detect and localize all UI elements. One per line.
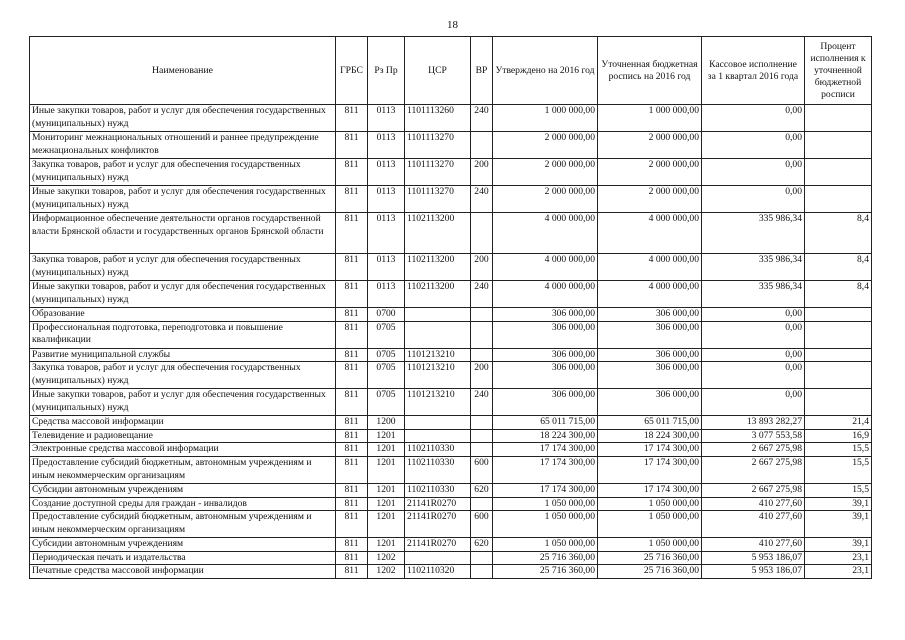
cell-refined: 306 000,00: [598, 362, 702, 389]
cell-csr: 1102110330: [405, 456, 471, 483]
cell-name: Иные закупки товаров, работ и услуг для обеспечения государственных (муниципальных) нужд: [30, 186, 336, 213]
cell-approved: 306 000,00: [493, 389, 598, 416]
cell-grbs: 811: [336, 213, 368, 254]
cell-approved: 25 716 360,00: [493, 565, 598, 579]
cell-refined: 17 174 300,00: [598, 456, 702, 483]
cell-name: Телевидение и радиовещание: [30, 429, 336, 443]
cell-rz-pr: 0705: [368, 389, 405, 416]
table-row: [30, 565, 872, 579]
table-row: [30, 497, 872, 511]
cell-rz-pr: 0705: [368, 362, 405, 389]
cell-csr: [405, 416, 471, 430]
cell-csr: 1102110330: [405, 443, 471, 457]
cell-rz-pr: 1201: [368, 483, 405, 497]
cell-name: Образование: [30, 308, 336, 322]
cell-percent: 23,1: [805, 551, 872, 565]
table-row: [30, 483, 872, 497]
budget-table: [29, 36, 872, 579]
table-row: [30, 308, 872, 322]
cell-csr: 21141R0270: [405, 511, 471, 538]
cell-percent: 8,4: [805, 254, 872, 281]
cell-vr: 200: [471, 159, 493, 186]
header-grbs: ГРБС: [336, 37, 368, 105]
cell-refined: 306 000,00: [598, 348, 702, 362]
cell-approved: 4 000 000,00: [493, 213, 598, 254]
cell-rz-pr: 0113: [368, 159, 405, 186]
cell-refined: 4 000 000,00: [598, 213, 702, 254]
cell-vr: [471, 132, 493, 159]
cell-cash: 2 667 275,98: [702, 483, 805, 497]
cell-name: Субсидии автономным учреждениям: [30, 538, 336, 552]
cell-name: Предоставление субсидий бюджетным, автономным учреждениям и иным некоммерческим организациям: [30, 511, 336, 538]
cell-percent: 8,4: [805, 213, 872, 254]
cell-rz-pr: 1202: [368, 565, 405, 579]
cell-refined: 1 050 000,00: [598, 497, 702, 511]
table-row: [30, 348, 872, 362]
cell-percent: 15,5: [805, 456, 872, 483]
cell-vr: 240: [471, 281, 493, 308]
cell-approved: 2 000 000,00: [493, 159, 598, 186]
cell-cash: 0,00: [702, 321, 805, 348]
cell-rz-pr: 0113: [368, 213, 405, 254]
cell-vr: [471, 308, 493, 322]
cell-vr: 620: [471, 483, 493, 497]
cell-cash: 3 077 553,58: [702, 429, 805, 443]
cell-cash: 335 986,34: [702, 213, 805, 254]
cell-cash: 410 277,60: [702, 497, 805, 511]
cell-percent: 15,5: [805, 443, 872, 457]
cell-cash: 2 667 275,98: [702, 456, 805, 483]
cell-refined: 17 174 300,00: [598, 443, 702, 457]
cell-vr: [471, 213, 493, 254]
cell-grbs: 811: [336, 429, 368, 443]
table-row: [30, 213, 872, 254]
table-row: [30, 254, 872, 281]
cell-cash: 0,00: [702, 132, 805, 159]
cell-percent: 39,1: [805, 497, 872, 511]
cell-rz-pr: 0113: [368, 281, 405, 308]
cell-percent: [805, 362, 872, 389]
cell-refined: 25 716 360,00: [598, 565, 702, 579]
cell-grbs: 811: [336, 389, 368, 416]
cell-percent: 15,5: [805, 483, 872, 497]
cell-refined: 2 000 000,00: [598, 159, 702, 186]
cell-grbs: 811: [336, 565, 368, 579]
cell-vr: 240: [471, 389, 493, 416]
cell-cash: 0,00: [702, 159, 805, 186]
cell-refined: 2 000 000,00: [598, 132, 702, 159]
cell-cash: 5 953 186,07: [702, 565, 805, 579]
header-name: Наименование: [30, 37, 336, 105]
cell-vr: [471, 565, 493, 579]
cell-grbs: 811: [336, 348, 368, 362]
cell-rz-pr: 1201: [368, 443, 405, 457]
cell-csr: 1102113200: [405, 254, 471, 281]
cell-percent: [805, 321, 872, 348]
cell-refined: 1 050 000,00: [598, 538, 702, 552]
table-row: [30, 456, 872, 483]
cell-percent: 39,1: [805, 538, 872, 552]
table-row: [30, 416, 872, 430]
header-percent: Процент исполнения к уточненной бюджетной росписи: [805, 37, 872, 105]
cell-rz-pr: 0705: [368, 321, 405, 348]
cell-grbs: 811: [336, 159, 368, 186]
cell-cash: 13 893 282,27: [702, 416, 805, 430]
cell-refined: 17 174 300,00: [598, 483, 702, 497]
cell-approved: 17 174 300,00: [493, 443, 598, 457]
page-number: 18: [447, 19, 458, 31]
cell-refined: 18 224 300,00: [598, 429, 702, 443]
table-row: [30, 159, 872, 186]
cell-rz-pr: 1202: [368, 551, 405, 565]
cell-csr: [405, 308, 471, 322]
cell-rz-pr: 1201: [368, 429, 405, 443]
cell-cash: 335 986,34: [702, 281, 805, 308]
cell-rz-pr: 0113: [368, 132, 405, 159]
header-csr: ЦСР: [405, 37, 471, 105]
cell-grbs: 811: [336, 362, 368, 389]
cell-name: Закупка товаров, работ и услуг для обеспечения государственных (муниципальных) нужд: [30, 159, 336, 186]
cell-name: Профессиональная подготовка, переподготовка и повышение квалификации: [30, 321, 336, 348]
cell-grbs: 811: [336, 443, 368, 457]
cell-cash: 410 277,60: [702, 511, 805, 538]
cell-approved: 306 000,00: [493, 348, 598, 362]
cell-grbs: 811: [336, 186, 368, 213]
cell-name: Развитие муниципальной службы: [30, 348, 336, 362]
cell-name: Печатные средства массовой информации: [30, 565, 336, 579]
cell-rz-pr: 0700: [368, 308, 405, 322]
cell-rz-pr: 1201: [368, 456, 405, 483]
cell-cash: 0,00: [702, 308, 805, 322]
cell-name: Закупка товаров, работ и услуг для обеспечения государственных (муниципальных) нужд: [30, 254, 336, 281]
cell-rz-pr: 0113: [368, 105, 405, 132]
cell-approved: 306 000,00: [493, 362, 598, 389]
cell-vr: [471, 348, 493, 362]
table-row: [30, 389, 872, 416]
cell-csr: 1101113270: [405, 159, 471, 186]
cell-csr: [405, 551, 471, 565]
header-row: [30, 37, 872, 105]
cell-approved: 18 224 300,00: [493, 429, 598, 443]
cell-percent: [805, 105, 872, 132]
cell-grbs: 811: [336, 497, 368, 511]
cell-approved: 17 174 300,00: [493, 456, 598, 483]
cell-vr: 200: [471, 362, 493, 389]
cell-rz-pr: 0705: [368, 348, 405, 362]
cell-refined: 4 000 000,00: [598, 254, 702, 281]
cell-vr: 600: [471, 456, 493, 483]
cell-approved: 17 174 300,00: [493, 483, 598, 497]
cell-approved: 306 000,00: [493, 321, 598, 348]
cell-approved: 1 000 000,00: [493, 105, 598, 132]
cell-percent: [805, 348, 872, 362]
cell-refined: 4 000 000,00: [598, 281, 702, 308]
cell-approved: 1 050 000,00: [493, 538, 598, 552]
cell-percent: 16,9: [805, 429, 872, 443]
cell-cash: 5 953 186,07: [702, 551, 805, 565]
cell-rz-pr: 1201: [368, 511, 405, 538]
cell-cash: 0,00: [702, 362, 805, 389]
cell-percent: 39,1: [805, 511, 872, 538]
cell-refined: 65 011 715,00: [598, 416, 702, 430]
cell-approved: 25 716 360,00: [493, 551, 598, 565]
cell-csr: [405, 429, 471, 443]
table-row: [30, 362, 872, 389]
cell-csr: 21141R0270: [405, 538, 471, 552]
cell-percent: [805, 186, 872, 213]
cell-refined: 25 716 360,00: [598, 551, 702, 565]
cell-csr: 21141R0270: [405, 497, 471, 511]
cell-grbs: 811: [336, 483, 368, 497]
cell-name: Электронные средства массовой информации: [30, 443, 336, 457]
cell-name: Закупка товаров, работ и услуг для обеспечения государственных (муниципальных) нужд: [30, 362, 336, 389]
cell-vr: [471, 497, 493, 511]
cell-vr: 620: [471, 538, 493, 552]
cell-vr: [471, 429, 493, 443]
cell-grbs: 811: [336, 105, 368, 132]
cell-name: Информационное обеспечение деятельности органов государственной власти Брянской области и государственных органов Брянской области: [30, 213, 336, 254]
table-body: [30, 105, 872, 579]
cell-name: Периодическая печать и издательства: [30, 551, 336, 565]
header-rz-pr: Рз Пр: [368, 37, 405, 105]
cell-csr: 1101213210: [405, 362, 471, 389]
cell-name: Средства массовой информации: [30, 416, 336, 430]
cell-vr: 240: [471, 105, 493, 132]
cell-grbs: 811: [336, 321, 368, 348]
cell-grbs: 811: [336, 308, 368, 322]
cell-csr: 1102110320: [405, 565, 471, 579]
cell-vr: 600: [471, 511, 493, 538]
table-row: [30, 551, 872, 565]
cell-grbs: 811: [336, 538, 368, 552]
table-row: [30, 105, 872, 132]
cell-csr: 1101213210: [405, 389, 471, 416]
cell-grbs: 811: [336, 132, 368, 159]
cell-csr: 1101113260: [405, 105, 471, 132]
cell-cash: 0,00: [702, 348, 805, 362]
cell-grbs: 811: [336, 281, 368, 308]
cell-refined: 306 000,00: [598, 321, 702, 348]
table-row: [30, 429, 872, 443]
cell-refined: 2 000 000,00: [598, 186, 702, 213]
cell-csr: [405, 321, 471, 348]
cell-rz-pr: 1200: [368, 416, 405, 430]
cell-cash: 335 986,34: [702, 254, 805, 281]
cell-rz-pr: 0113: [368, 254, 405, 281]
cell-percent: 23,1: [805, 565, 872, 579]
cell-approved: 306 000,00: [493, 308, 598, 322]
table-row: [30, 186, 872, 213]
cell-name: Иные закупки товаров, работ и услуг для обеспечения государственных (муниципальных) нужд: [30, 105, 336, 132]
cell-csr: 1101113270: [405, 132, 471, 159]
cell-approved: 2 000 000,00: [493, 186, 598, 213]
table-row: [30, 511, 872, 538]
cell-approved: 1 050 000,00: [493, 497, 598, 511]
cell-cash: 0,00: [702, 186, 805, 213]
cell-name: Предоставление субсидий бюджетным, автономным учреждениям и иным некоммерческим организациям: [30, 456, 336, 483]
header-vr: ВР: [471, 37, 493, 105]
cell-refined: 306 000,00: [598, 308, 702, 322]
cell-approved: 4 000 000,00: [493, 281, 598, 308]
cell-vr: [471, 416, 493, 430]
cell-rz-pr: 1201: [368, 538, 405, 552]
cell-rz-pr: 1201: [368, 497, 405, 511]
table-row: [30, 321, 872, 348]
cell-vr: [471, 443, 493, 457]
cell-name: Мониторинг межнациональных отношений и раннее предупреждение межнациональных конфликтов: [30, 132, 336, 159]
cell-rz-pr: 0113: [368, 186, 405, 213]
cell-grbs: 811: [336, 511, 368, 538]
cell-percent: 8,4: [805, 281, 872, 308]
cell-csr: 1102110330: [405, 483, 471, 497]
cell-grbs: 811: [336, 551, 368, 565]
cell-name: Субсидии автономным учреждениям: [30, 483, 336, 497]
cell-grbs: 811: [336, 416, 368, 430]
header-approved: Утверждено на 2016 год: [493, 37, 598, 105]
cell-cash: 410 277,60: [702, 538, 805, 552]
table-row: [30, 538, 872, 552]
cell-name: Иные закупки товаров, работ и услуг для обеспечения государственных (муниципальных) нужд: [30, 281, 336, 308]
table-row: [30, 281, 872, 308]
header-refined: Уточненная бюджетная роспись на 2016 год: [598, 37, 702, 105]
cell-name: Создание доступной среды для граждан - инвалидов: [30, 497, 336, 511]
cell-csr: 1102113200: [405, 281, 471, 308]
cell-approved: 65 011 715,00: [493, 416, 598, 430]
cell-vr: 200: [471, 254, 493, 281]
cell-approved: 4 000 000,00: [493, 254, 598, 281]
cell-cash: 2 667 275,98: [702, 443, 805, 457]
cell-refined: 1 050 000,00: [598, 511, 702, 538]
header-cash: Кассовое исполнение за 1 квартал 2016 года: [702, 37, 805, 105]
cell-percent: 21,4: [805, 416, 872, 430]
cell-approved: 1 050 000,00: [493, 511, 598, 538]
cell-refined: 1 000 000,00: [598, 105, 702, 132]
cell-cash: 0,00: [702, 105, 805, 132]
cell-percent: [805, 159, 872, 186]
cell-csr: 1101213210: [405, 348, 471, 362]
cell-percent: [805, 308, 872, 322]
cell-vr: [471, 551, 493, 565]
cell-vr: 240: [471, 186, 493, 213]
cell-approved: 2 000 000,00: [493, 132, 598, 159]
cell-grbs: 811: [336, 254, 368, 281]
cell-percent: [805, 132, 872, 159]
cell-grbs: 811: [336, 456, 368, 483]
table-row: [30, 132, 872, 159]
cell-percent: [805, 389, 872, 416]
cell-csr: 1102113200: [405, 213, 471, 254]
cell-vr: [471, 321, 493, 348]
cell-cash: 0,00: [702, 389, 805, 416]
table-row: [30, 443, 872, 457]
cell-name: Иные закупки товаров, работ и услуг для обеспечения государственных (муниципальных) нужд: [30, 389, 336, 416]
cell-refined: 306 000,00: [598, 389, 702, 416]
cell-csr: 1101113270: [405, 186, 471, 213]
